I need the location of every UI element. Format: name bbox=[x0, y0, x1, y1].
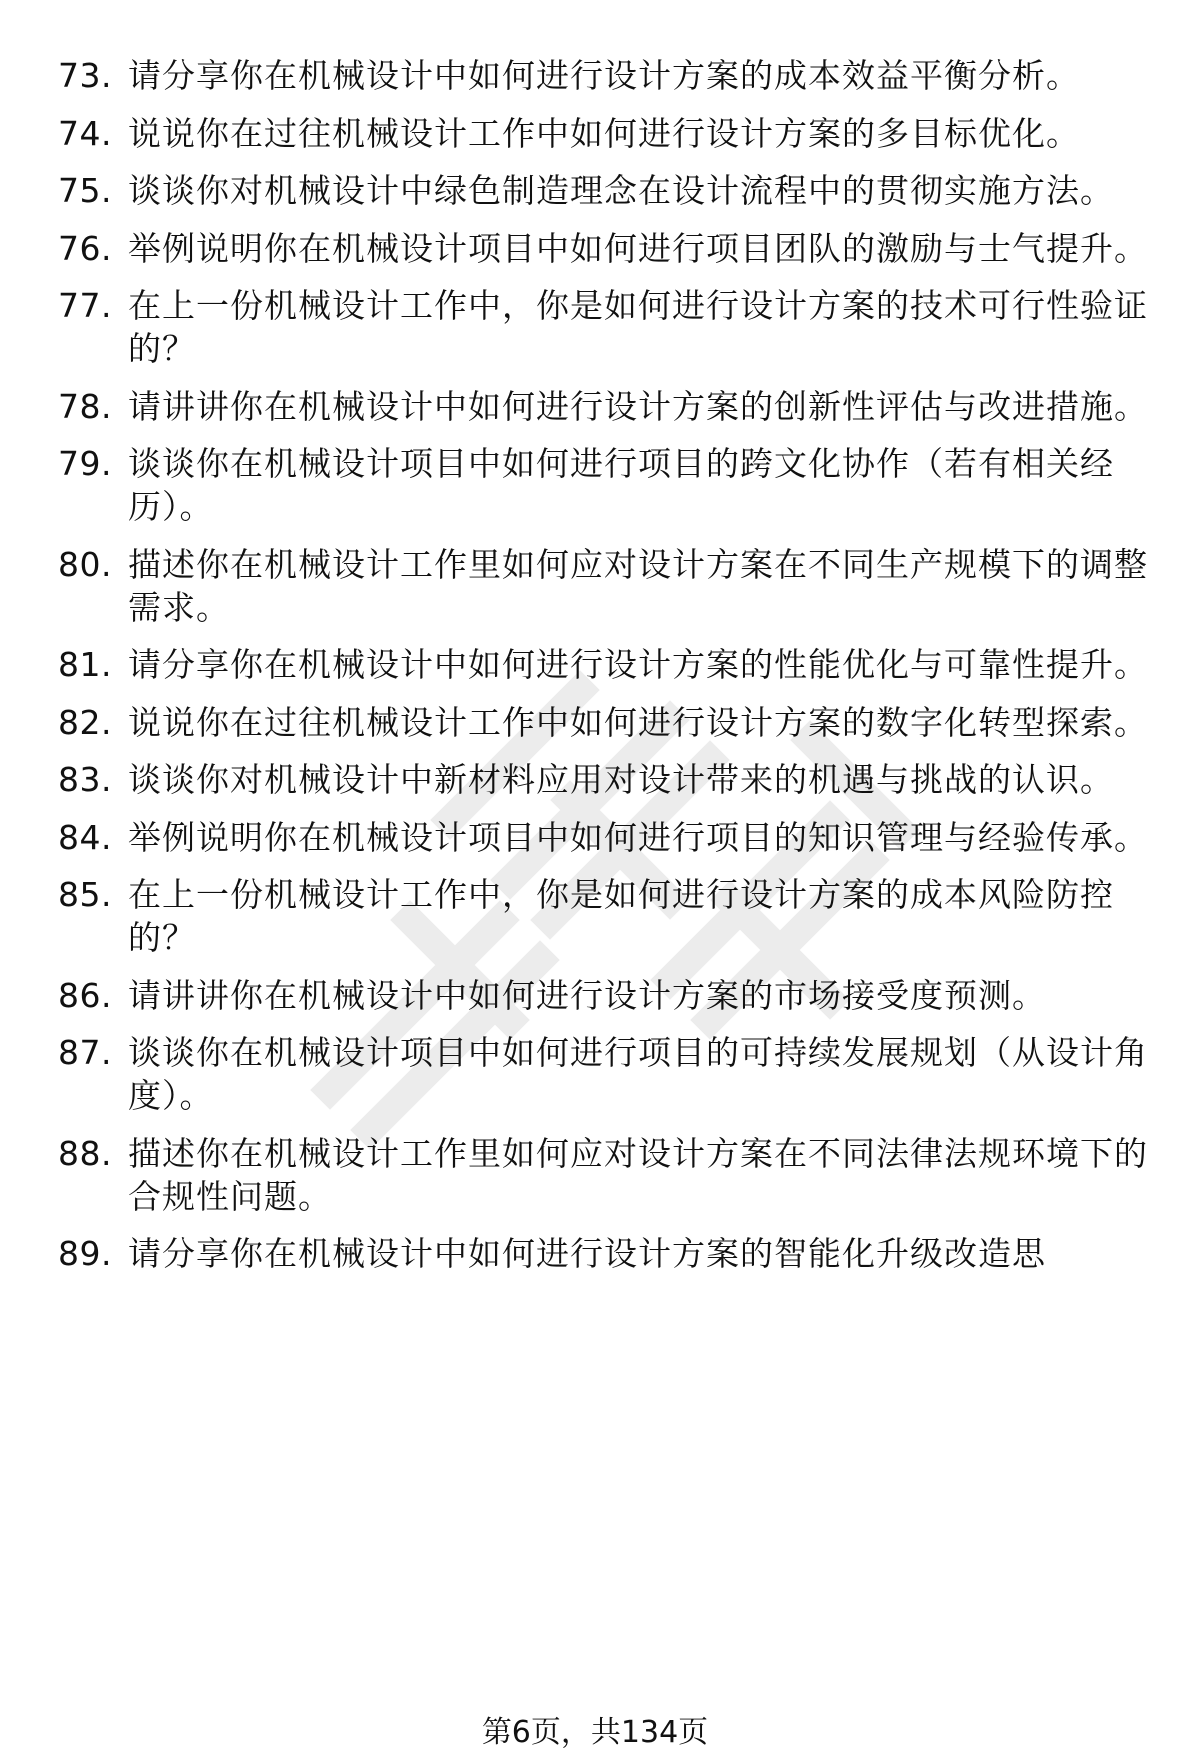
question-text: 谈谈你对机械设计中绿色制造理念在设计流程中的贯彻实施方法。 bbox=[128, 171, 1114, 210]
question-number: 86. bbox=[58, 975, 112, 1015]
question-item-79 bbox=[0, 442, 1190, 528]
question-number: 81. bbox=[58, 645, 112, 684]
page-footer bbox=[0, 1715, 1190, 1751]
question-number: 78. bbox=[58, 386, 112, 426]
question-list bbox=[0, 54, 1190, 1290]
question-number: 79. bbox=[58, 444, 112, 483]
question-text: 请讲讲你在机械设计中如何进行设计方案的市场接受度预测。 bbox=[128, 975, 1046, 1015]
question-item-89 bbox=[0, 1232, 1190, 1275]
question-text: 谈谈你在机械设计项目中如何进行项目的可持续发展规划（从设计角度）。 bbox=[128, 1033, 1148, 1115]
question-number: 76. bbox=[58, 228, 112, 268]
question-text: 描述你在机械设计工作里如何应对设计方案在不同法律法规环境下的合规性问题。 bbox=[128, 1133, 1148, 1216]
question-text: 请讲讲你在机械设计中如何进行设计方案的创新性评估与改进措施。 bbox=[128, 386, 1148, 426]
question-number: 73. bbox=[58, 56, 112, 95]
question-text: 在上一份机械设计工作中，你是如何进行设计方案的技术可行性验证的？ bbox=[128, 286, 1148, 368]
question-number: 88. bbox=[58, 1133, 112, 1173]
question-item-88 bbox=[0, 1132, 1190, 1218]
question-text: 请分享你在机械设计中如何进行设计方案的智能化升级改造思 bbox=[128, 1234, 1046, 1273]
question-number: 75. bbox=[58, 171, 112, 210]
question-number: 77. bbox=[58, 286, 112, 325]
question-item-85 bbox=[0, 873, 1190, 959]
question-item-76 bbox=[0, 227, 1190, 270]
question-item-75 bbox=[0, 169, 1190, 212]
question-text: 说说你在过往机械设计工作中如何进行设计方案的多目标优化。 bbox=[128, 113, 1080, 153]
question-text: 说说你在过往机械设计工作中如何进行设计方案的数字化转型探索。 bbox=[128, 702, 1148, 742]
question-item-81 bbox=[0, 643, 1190, 686]
question-number: 85. bbox=[58, 875, 112, 914]
question-text: 谈谈你对机械设计中新材料应用对设计带来的机遇与挑战的认识。 bbox=[128, 760, 1114, 799]
question-text: 请分享你在机械设计中如何进行设计方案的成本效益平衡分析。 bbox=[128, 56, 1080, 95]
question-text: 在上一份机械设计工作中，你是如何进行设计方案的成本风险防控的？ bbox=[128, 875, 1114, 957]
question-text: 请分享你在机械设计中如何进行设计方案的性能优化与可靠性提升。 bbox=[128, 645, 1148, 684]
question-text: 描述你在机械设计工作里如何应对设计方案在不同生产规模下的调整需求。 bbox=[128, 544, 1148, 627]
question-text: 举例说明你在机械设计项目中如何进行项目的知识管理与经验传承。 bbox=[128, 817, 1148, 857]
question-item-83 bbox=[0, 758, 1190, 801]
question-number: 83. bbox=[58, 760, 112, 799]
question-item-78 bbox=[0, 385, 1190, 428]
question-item-87 bbox=[0, 1031, 1190, 1117]
question-item-86 bbox=[0, 974, 1190, 1017]
question-number: 74. bbox=[58, 113, 112, 153]
question-item-73 bbox=[0, 54, 1190, 97]
question-number: 84. bbox=[58, 817, 112, 857]
page-number-label: 第6页，共134页 bbox=[481, 1715, 709, 1750]
question-number: 82. bbox=[58, 702, 112, 742]
question-number: 87. bbox=[58, 1033, 112, 1072]
question-number: 89. bbox=[58, 1234, 112, 1273]
question-item-77 bbox=[0, 284, 1190, 370]
question-item-74 bbox=[0, 112, 1190, 155]
question-item-82 bbox=[0, 701, 1190, 744]
question-item-84 bbox=[0, 816, 1190, 859]
question-number: 80. bbox=[58, 544, 112, 584]
question-text: 举例说明你在机械设计项目中如何进行项目团队的激励与士气提升。 bbox=[128, 228, 1148, 268]
question-item-80 bbox=[0, 543, 1190, 629]
question-text: 谈谈你在机械设计项目中如何进行项目的跨文化协作（若有相关经历）。 bbox=[128, 444, 1114, 526]
